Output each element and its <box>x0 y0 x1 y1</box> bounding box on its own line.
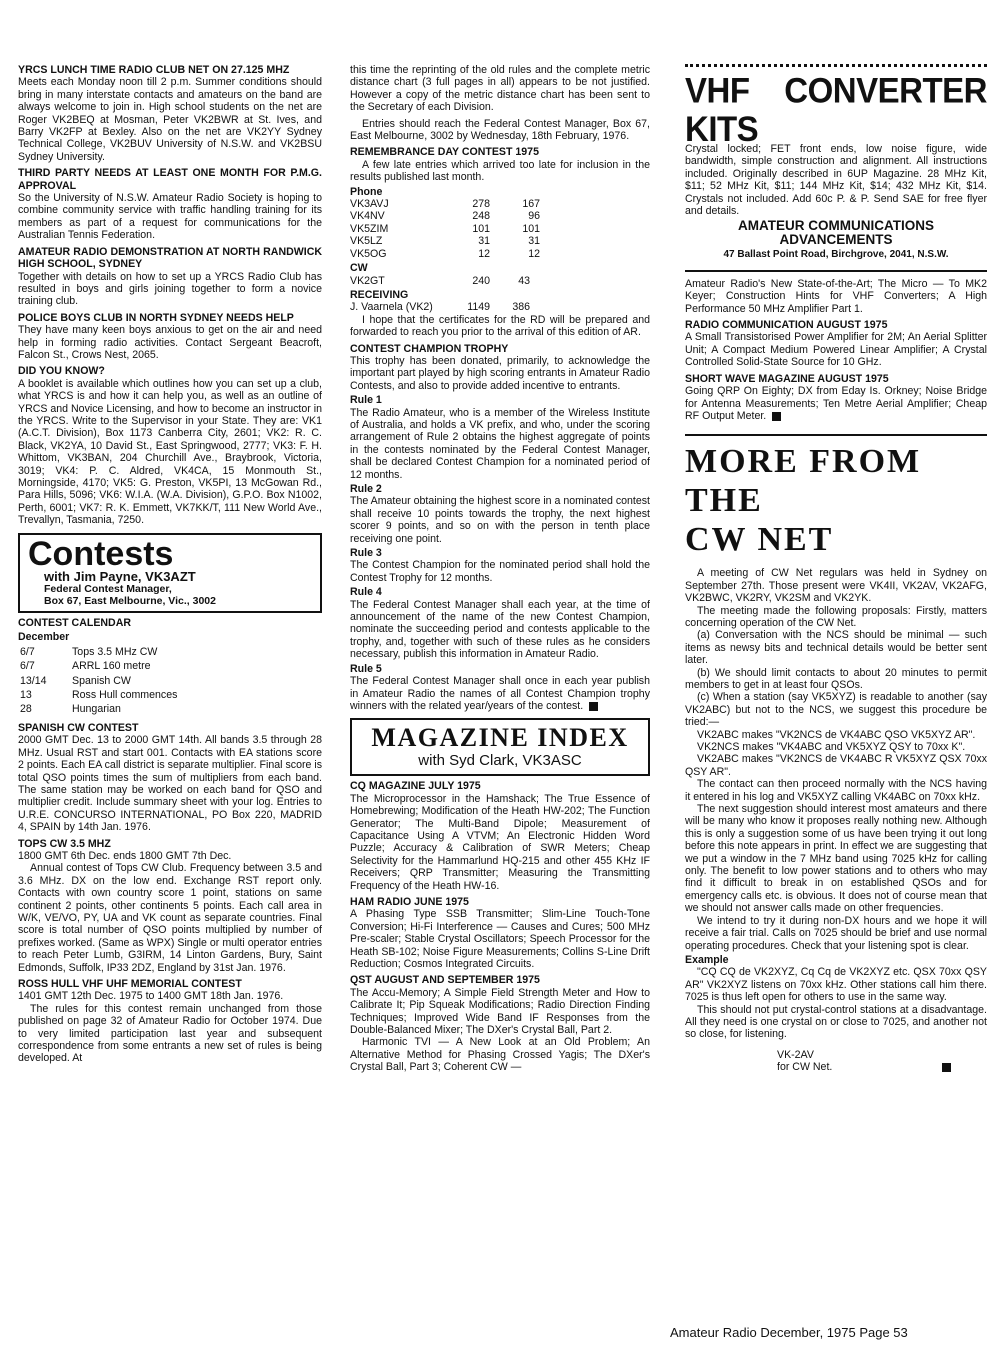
ad-company <box>685 219 987 247</box>
score: 278 <box>472 198 490 211</box>
index-cq-magazine <box>350 780 650 892</box>
magazine-index-title: MAGAZINE INDEX <box>371 723 629 753</box>
rule-heading: Rule 2 <box>350 483 382 495</box>
heading: CQ MAGAZINE JULY 1975 <box>350 780 481 793</box>
article-contest-champion <box>350 343 650 713</box>
heading: REMEMBRANCE DAY CONTEST 1975 <box>350 146 539 159</box>
contests-title: Contests <box>28 534 174 573</box>
body-text: Annual contest of Tops CW Club. Frequency between 3.5 and 3.6 MHz. DX on the low end. Exchange RST report only. Contacts with own country score 1 point, stations on same continent 2 points, other continents 5 points. Each call area in W/K, VE/VO, PY, UA and VK count as separate countries. Final score is total number of QSO points multiplied by number of prefixes worked. (Same as WPX) Single or multi operator entries to reach Peter Lumb, G3IRM, 14 Linton Gardens, Bury, Saint Edmonds, Suffolk, IP33 2DZ, England by 31st Jan. 1976. <box>18 862 322 974</box>
body-text <box>685 385 987 422</box>
heading: RADIO COMMUNICATION AUGUST 1975 <box>685 319 888 332</box>
heading: SHORT WAVE MAGAZINE AUGUST 1975 <box>685 372 889 385</box>
heading: AMATEUR RADIO DEMONSTRATION AT NORTH RANDWICK HIGH SCHOOL, SYDNEY <box>18 245 322 271</box>
callsign: VK4NV <box>350 210 385 223</box>
score: 386 <box>512 301 530 314</box>
rule-5-text: The Federal Contest Manager shall once in each year publish in Amateur Radio the names of all Contest Champion trophy winners with the related year/years of the contest. <box>350 675 650 712</box>
body-text: The rules for this contest remain unchanged from those published on page 32 of Amateur Radio for October 1974. Due to very limited participation last year and subsequent correspondence from some entrants a new set of rules is being developed. At <box>18 1002 322 1065</box>
ad-company-line-1: AMATEUR COMMUNICATIONS <box>738 218 934 234</box>
heading: ROSS HULL VHF UHF MEMORIAL CONTEST <box>18 978 242 990</box>
article-remembrance-day <box>350 146 650 338</box>
result-row <box>350 210 540 222</box>
result-row <box>350 198 540 210</box>
calendar-date: 28 <box>20 703 32 716</box>
rule-text: The Federal Contest Manager shall each year, at the time of announcement of the name of the new Contest Champion, nominate the succeeding period and contests applicable to the trophy, and, together with such of these rules as he considers necessary, publish this information in Amateur Radio. <box>350 598 650 661</box>
magazine-index-box <box>350 718 650 776</box>
end-mark-icon <box>772 412 781 421</box>
callsign: VK3AVJ <box>350 198 389 211</box>
article-yrcs-net <box>18 64 322 163</box>
index-radio-communication <box>685 319 987 369</box>
magazine-index-author: with Syd Clark, VK3ASC <box>418 752 582 770</box>
receiving-label: RECEIVING <box>350 288 409 301</box>
index-qst <box>350 974 650 1073</box>
body-text: The Accu-Memory; A Simple Field Strength Meter and How to Calibrate It; Pip Squeak Modifications; Radio Direction Finding Techniques; Improved Wide Band IF Responses from the Double-Balanced Mixer; The DXer's Crystal Ball, Part 2. <box>350 986 650 1037</box>
body-text: (c) When a station (say VK5XYZ) is readable to another (say VK2ABC) but not to the NCS, we suggest this procedure be tried:— <box>685 691 987 729</box>
calendar-date: 6/7 <box>20 660 35 673</box>
title-line-3: CW NET <box>685 521 834 559</box>
score: 248 <box>472 210 490 223</box>
body-text: (a) Conversation with the NCS should be minimal — such items as newsy bits and technical details would be better sent later. <box>685 629 987 667</box>
rule-heading: Rule 5 <box>350 662 382 675</box>
score: 31 <box>478 235 490 248</box>
calendar-event: Ross Hull commences <box>72 689 178 702</box>
article-title <box>685 442 987 559</box>
contests-address-line-2: Box 67, East Melbourne, Vic., 3002 <box>44 595 216 608</box>
calendar-row <box>20 675 183 687</box>
end-mark-icon <box>942 1063 951 1072</box>
phone-label: Phone <box>350 185 383 198</box>
signature-text: for CW Net. <box>777 1061 833 1074</box>
article-did-you-know <box>18 365 322 526</box>
ad-company-line-2: ADVANCEMENTS <box>779 232 893 248</box>
body-text: this time the reprinting of the old rules and the complete metric distance chart (3 full pages in all) appears to be not justified. However a copy of the metric distance chart has been sent to the Secretary of each Division. <box>350 64 650 114</box>
ad-body: Crystal locked; FET front ends, low noise figure, wide bandwidth, simple construction and alignment. All instructions included. Originally described in 6UP Magazine. 28 MHz Kit, $11; 52 MHz Kit, $11; 144 MHz Kit, $14; 432 MHz Kit, $14. Crystals not included. Add 60c P. & P. Send SAE for free flyer and details. <box>685 143 987 218</box>
calendar-row <box>20 689 183 701</box>
signature-line-1: VK-2AV <box>777 1048 814 1061</box>
heading: THIRD PARTY NEEDS AT LEAST ONE MONTH FOR P.M.G. APPROVAL <box>18 167 322 192</box>
signature-line-2 <box>777 1061 987 1073</box>
body-text: A few late entries which arrived too late for inclusion in the results published last month. <box>350 158 650 184</box>
ad-title: VHF CONVERTER KITS <box>685 69 987 149</box>
body-text: Meets each Monday noon till 2 p.m. Summer conditions should bring in many interstate contacts and amateurs on the band are always welcome to join in. High school students on the net are Roger VK2BEQ at Mosman, Peter VK2BWR at St. Ives, and Barry VK2FP at Bexley. Also on the net are VK2YY Sydney Technical College, VK2BUV University of N.S.W. and VK2BSU Sydney University. <box>18 76 322 163</box>
column-right <box>685 64 987 1074</box>
score: 12 <box>478 247 490 260</box>
page-footer: Amateur Radio December, 1975 Page 53 <box>670 1325 908 1340</box>
contests-author: with Jim Payne, VK3AZT <box>44 568 196 584</box>
article-more-from-cw-net <box>685 442 987 1073</box>
vhf-converter-ad <box>685 64 987 272</box>
calendar-date: 13 <box>20 689 32 702</box>
body-text: This trophy has been donated, primarily, to acknowledge the important part played by high scoring entrants in Amateur Radio Contests, and also to provide added incentive to entrants. <box>350 354 650 392</box>
index-short-wave-magazine <box>685 373 987 423</box>
cw-label: CW <box>350 262 368 275</box>
body-text: They have many keen boys anxious to get on the air and need help in forming radio activities. Contact Sergeant Beacroft, Falcon St., Crows Nest, 2065. <box>18 324 322 361</box>
calendar-row <box>20 703 183 715</box>
callsign: VK2GT <box>350 274 385 287</box>
heading: SPANISH CW CONTEST <box>18 721 139 734</box>
score: 31 <box>528 235 540 248</box>
divider <box>685 434 987 436</box>
result-row <box>350 301 530 313</box>
callsign: VK5OG <box>350 247 387 260</box>
phone-results-table <box>350 198 540 260</box>
body-text: Entries should reach the Federal Contest Manager, Box 67, East Melbourne, 3002 by Wednesday, 18th February, 1976. <box>350 117 650 143</box>
score: 101 <box>522 222 540 235</box>
calendar-date: 6/7 <box>20 645 35 658</box>
title-line-2: THE <box>685 482 763 520</box>
rule-text: The Radio Amateur, who is a member of the Wireless Institute of Australia, and holds a VK prefix, and who, under the scoring arrangement of Rule 2 obtains the highest aggregate of points in the contests nominated by the Federal Contest Manager, shall be declared Contest Champion for a nominated period of 12 months. <box>350 406 650 481</box>
score: 12 <box>528 247 540 260</box>
body-text: Together with details on how to set up a YRCS Radio Club has resulted in boys and girls joining together to form a novice training club. <box>18 270 322 308</box>
article-police-boys <box>18 312 322 362</box>
score: 101 <box>472 222 490 235</box>
heading: YRCS LUNCH TIME RADIO CLUB NET ON 27.125 MHZ <box>18 64 290 76</box>
calendar-event: Hungarian <box>72 703 121 716</box>
body-text: I hope that the certificates for the RD will be prepared and forwarded to reach you prior to the arrival of this edition of AR. <box>350 313 650 339</box>
article-third-party <box>18 167 322 241</box>
calendar-month: December <box>18 631 70 644</box>
dotted-rule <box>685 64 987 67</box>
body-text: So the University of N.S.W. Amateur Radio Society is hoping to combine community service with traffic handling training for its members as part of a request for communications for the Australian Tennis Federation. <box>18 192 322 242</box>
score: 1149 <box>467 301 490 314</box>
contests-address-line-1: Federal Contest Manager, <box>44 583 172 596</box>
body-text: Amateur Radio's New State-of-the-Art; The Micro — To MK2 Keyer; Construction Hints for VHF Converters; A High Performance 50 MHz Amplifier Part 1. <box>685 277 987 315</box>
body-text: A Phasing Type SSB Transmitter; Slim-Line Touch-Tone Conversion; Hi-Fi Interference — Causes and Cures; 500 MHz Pre-scaler; Stable Crystal Oscillators; Speech Processor for the Heath SB-102; Noise Figure Measurements; Collins S-Line Drift Reduction; Cosmos Integrated Circuits. <box>350 908 650 970</box>
heading: CONTEST CHAMPION TROPHY <box>350 342 509 355</box>
ad-address: 47 Ballast Point Road, Birchgrove, 2041, N.S.W. <box>723 249 949 261</box>
callsign: VK5LZ <box>350 235 383 248</box>
contests-header-box <box>18 533 322 613</box>
body-text: This should not put crystal-control stations at a disadvantage. All they need is one crystal on or close to 7025, and another not so close, for listening. <box>685 1003 987 1041</box>
index-ham-radio <box>350 896 650 970</box>
body-text: The meeting made the following proposals: Firstly, matters concerning operation of the CW Net. <box>685 604 987 629</box>
calendar-event: Spanish CW <box>72 674 131 687</box>
calendar-date: 13/14 <box>20 674 47 687</box>
heading: POLICE BOYS CLUB IN NORTH SYDNEY NEEDS HELP <box>18 311 294 324</box>
receiving-results-table <box>350 301 530 313</box>
result-row <box>350 235 540 247</box>
title-line-1: MORE FROM <box>685 443 922 481</box>
rule-text: The Amateur obtaining the highest score in a nominated contest shall receive 10 points towards the trophy, the next highest scorer 9 points, and so on with the person in tenth place receiving one point. <box>350 495 650 545</box>
calendar-row <box>20 646 183 658</box>
body-text: Harmonic TVI — A New Look at an Old Problem; An Alternative Method for Phasing Crossed Yagis; The DXer's Crystal Ball, Part 3; Coherent CW — <box>350 1036 650 1074</box>
result-row <box>350 275 530 287</box>
score: 96 <box>528 210 540 223</box>
heading: HAM RADIO JUNE 1975 <box>350 895 469 908</box>
article-demonstration <box>18 246 322 308</box>
score: 167 <box>522 198 540 211</box>
heading: CONTEST CALENDAR <box>18 617 131 630</box>
body-text: "CQ CQ de VK2XYZ, Cq Cq de VK2XYZ etc. QSX 70xx QSY AR" VK2XYZ listens on 70xx kHz. Other stations call him there. 7025 is thus left open for others to use in the same way. <box>685 966 987 1004</box>
heading: QST AUGUST AND SEPTEMBER 1975 <box>350 974 540 987</box>
column-middle <box>350 64 650 1078</box>
body-text: A Small Transistorised Power Amplifier for 2M; An Aerial Splitter Unit; A Compact Medium Powered Linear Amplifier; A Crystal Controlled Solid-State Source for 10 GHz. <box>685 331 987 369</box>
rule-heading: Rule 3 <box>350 547 382 560</box>
calendar-row <box>20 660 183 672</box>
body-text: VK2ABC makes "VK2NCS de VK4ABC QSO VK5XYZ AR". <box>697 728 976 741</box>
swm-text: Going QRP On Eighty; DX from Eday Is. Orkney; Noise Bridge for Antenna Measurements; Ten Metre Aerial Amplifier; Cheap RF Output Meter. <box>685 385 987 422</box>
time-line: 1401 GMT 12th Dec. 1975 to 1400 GMT 18th Jan. 1976. <box>18 990 284 1003</box>
heading: DID YOU KNOW? <box>18 365 105 378</box>
heading: TOPS CW 3.5 MHZ <box>18 837 111 850</box>
column-left <box>18 64 322 1069</box>
body-text: A meeting of CW Net regulars was held in Sydney on September 27th. Those present were VK4II, VK2AV, VK2AFG, VK2BWC, VK2RY, VK2SM and VK2YK. <box>685 567 987 605</box>
body-text: We intend to try it during non-DX hours and we hope it will receive a fair trial. Calls on 7025 should be brief and use normal operating procedures. Check that your listening spot is clear. <box>685 914 987 952</box>
result-row <box>350 248 540 260</box>
rule-heading: Rule 1 <box>350 394 382 407</box>
body-text: 2000 GMT Dec. 13 to 2000 GMT 14th. All bands 3.5 through 28 MHz. Usual RST and start 001. Contacts with EA stations score 2 points. Each EA call district is separate multiplier. Final score is total QSO points times the sum of multipliers from each band. The same station may be worked on each band for QSO and multiplier credit. Include summary sheet with your log. Entries to U.R.E. CONCURSO INTERNATIONAL, PO Box 220, MADRID 4, SPAIN by 14th Jan. 1976. <box>18 734 322 834</box>
body-text: VK2NCS makes "VK4ABC and VK5XYZ QSY to 70xx K". <box>697 741 966 753</box>
article-tops-cw <box>18 838 322 974</box>
body-text: The next suggestion should interest most amateurs and there will be many who know it proposes really nothing new. Although this is only a suggestion some of us have been trying it out long before this note appears in print. In effect we are suggesting that we put a window in the 7 MHz band using 7025 kHz for calling only. The benefit to low power stations and to others who may find it difficult to break in on established QSOs and for emergency calls etc. is obvious. It does not of course mean that we should not answer calls made on other frequencies. <box>685 803 987 915</box>
body-text: (b) We should limit contacts to about 20 minutes to permit members to get in at least four QSOs. <box>685 666 987 691</box>
time-line: 1800 GMT 6th Dec. ends 1800 GMT 7th Dec. <box>18 849 232 862</box>
body-text: VK2ABC makes "VK2NCS de VK4ABC R VK5XYZ QSX 70xx QSY AR". <box>685 753 987 778</box>
calendar-event: ARRL 160 metre <box>72 660 151 673</box>
end-mark-icon <box>589 702 598 711</box>
example-heading: Example <box>685 953 729 966</box>
rule-text <box>350 675 650 712</box>
divider <box>685 270 987 272</box>
article-spanish-cw <box>18 722 322 834</box>
rule-heading: Rule 4 <box>350 586 382 599</box>
contest-calendar <box>18 617 322 718</box>
body-text: The contact can then proceed normally with the NCS having it entered in his log and VK5XYZ calling VK4ABC on 70xx kHz. <box>685 778 987 803</box>
callsign: J. Vaarnela (VK2) <box>350 301 433 314</box>
calendar-table <box>18 644 185 718</box>
body-text: The Microprocessor in the Hamshack; The True Essence of Homebrewing; Modification of the Heath HW-202; The Function Generator; The Multi-Band Dipole; Measurement of Capacitance Using A VTVM; An Electronic Hidden Word Puzzle; Accuracy & Calibration of SWR Meters; Cheap Selectivity for the Hammarlund HQ-215 and other 455 KHz IF Receivers; QRP Transmitter; Measuring the Transmitting Frequency of the Heath HW-16. <box>350 792 650 892</box>
body-text: A booklet is available which outlines how you can set up a club, what YRCS is and how it can help you, as well as an outline of YRCS and Novice Licensing, and how to become an instructor in the YRCS. Write to the Supervisor in your State. They are: VK1 (A.C.T. Division), Box 1173 Canberra City, 2601; VK2: R. C. Black, VK2YA, 10 David St., East Springwood, 2777; VK3: F. H. Whittom, VK3BAN, 204 Churchill Ave., Braybrook, Victoria, 3019; VK4: P. C. Aldred, VK4CA, 15 Monmouth St., Morningside, 4170; VK5: G. Preston, VK5PI, 13 McGowan Rd., Para Hills, 5096; VK6: W.I.A. (W.A. Division), G.P.O. Box N1002, Perth, 6001; VK7: R. K. Emmett, VK7KK/T, 111 New World Ave., Trevallyn, Tasmania, 7250. <box>18 377 322 527</box>
cw-results-table <box>350 275 530 287</box>
score: 240 <box>472 274 490 287</box>
callsign: VK5ZIM <box>350 222 389 235</box>
result-row <box>350 223 540 235</box>
calendar-event: Tops 3.5 MHz CW <box>72 645 158 658</box>
rule-text: The Contest Champion for the nominated period shall hold the Contest Trophy for 12 months. <box>350 559 650 584</box>
article-ross-hull <box>18 978 322 1065</box>
score: 43 <box>518 274 530 287</box>
